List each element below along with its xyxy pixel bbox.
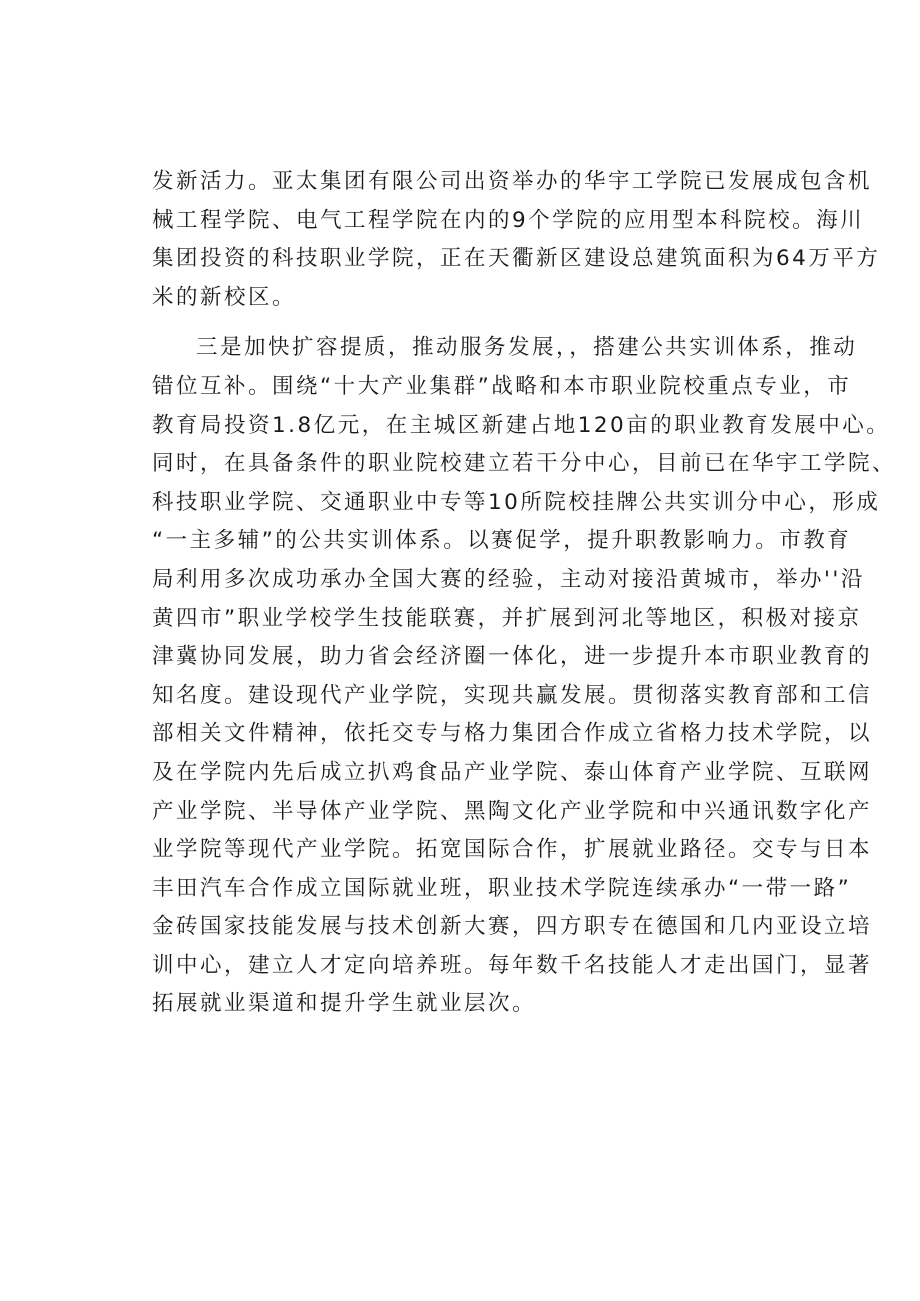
paragraph-2-line-1: 三是加快扩容提质，推动服务发展，，搭建公共实训体系，推动 [196, 335, 858, 361]
paragraph-2-line-10: 知名度。建设现代产业学院，实现共赢发展。贯彻落实教育部和工信 [152, 682, 873, 708]
paragraph-2-line-2: 错位互补。围绕“十大产业集群”战略和本市职业院校重点专业，市 [152, 373, 852, 399]
paragraph-2-line-7: 局利用多次成功承办全国大赛的经验，主动对接沿黄城市，举办''沿 [152, 566, 865, 592]
paragraph-2-line-16: 金砖国家技能发展与技术创新大赛，四方职专在德国和几内亚设立培 [152, 914, 873, 940]
paragraph-2-line-18: 拓展就业渠道和提升学生就业层次。 [152, 991, 537, 1017]
paragraph-2-line-3: 教育局投资1.8亿元，在主城区新建占地120亩的职业教育发展中心。 [152, 412, 891, 438]
paragraph-gap [152, 317, 808, 329]
paragraph-2-line-5: 科技职业学院、交通职业中专等10所院校挂牌公共实训分中心，形成 [152, 489, 881, 515]
paragraph-2-line-8: 黄四市”职业学校学生技能联赛，并扩展到河北等地区，积极对接京 [152, 605, 862, 631]
paragraph-2-line-6: “一主多辅”的公共实训体系。以赛促学，提升职教影响力。市教育 [152, 528, 852, 554]
paragraph-2-line-14: 业学院等现代产业学院。拓宽国际合作，扩展就业路径。交专与日本 [152, 837, 873, 863]
paragraph-2-line-9: 津冀协同发展，助力省会经济圈一体化，进一步提升本市职业教育的 [152, 644, 873, 670]
paragraph-2-line-11: 部相关文件精神，依托交专与格力集团合作成立省格力技术学院，以 [152, 721, 873, 747]
paragraph-1-line-3: 集团投资的科技职业学院，正在天衢新区建设总建筑面积为64万平方 [152, 246, 881, 272]
paragraph-1-line-1: 发新活力。亚太集团有限公司出资举办的华宇工学院已发展成包含机 [152, 169, 873, 194]
paragraph-2-line-15: 丰田汽车合作成立国际就业班，职业技术学院连续承办“一带一路” [152, 875, 852, 901]
document-body [152, 163, 897, 1024]
paragraph-2-line-17: 训中心，建立人才定向培养班。每年数千名技能人才走出国门，显著 [152, 952, 873, 978]
paragraph-1-line-2: 械工程学院、电气工程学院在内的9个学院的应用型本科院校。海川 [152, 207, 865, 233]
paragraph-2-line-4: 同时，在具备条件的职业院校建立若干分中心，目前已在华宇工学院、 [152, 451, 897, 477]
paragraph-2-line-13: 产业学院、半导体产业学院、黑陶文化产业学院和中兴通讯数字化产 [152, 798, 873, 824]
paragraph-1-line-4: 米的新校区。 [152, 284, 297, 310]
paragraph-2-line-12: 及在学院内先后成立扒鸡食品产业学院、泰山体育产业学院、互联网 [152, 759, 873, 785]
